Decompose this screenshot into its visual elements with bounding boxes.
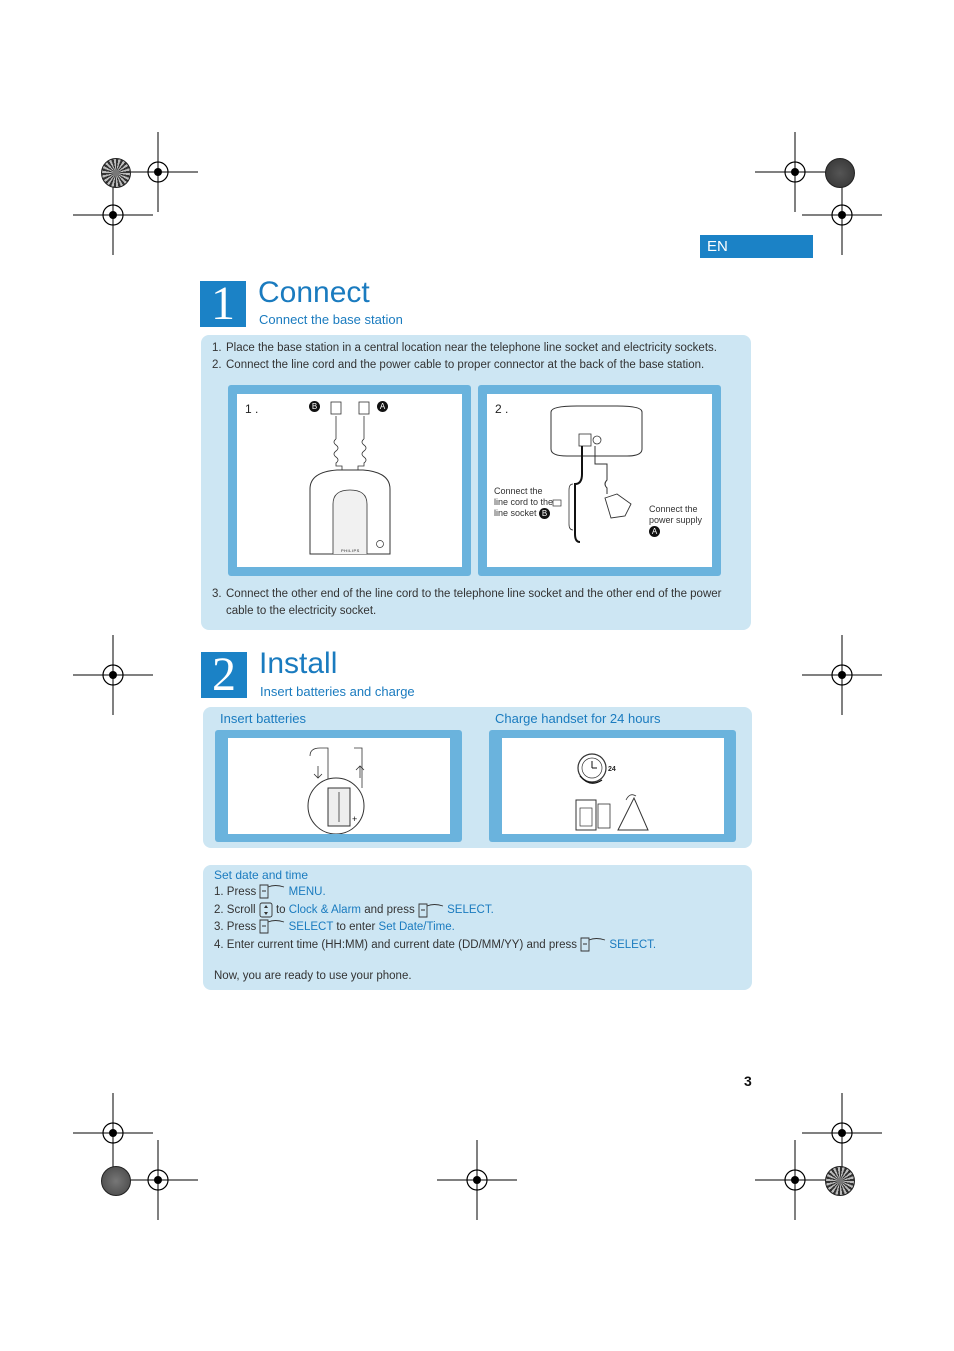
- section-2-subtitle: Insert batteries and charge: [260, 684, 415, 699]
- connect-step-1: 1. Place the base station in a central location near the telephone line socket and electricity sockets.: [212, 342, 717, 354]
- section-2-number: 2: [201, 652, 247, 698]
- setup-step-3: 3. Press SELECT to enter Set Date/Time.: [214, 921, 455, 933]
- marker-a-icon: A: [649, 526, 660, 537]
- figure-2-frame: [478, 385, 721, 576]
- language-tab: EN: [700, 235, 813, 258]
- figure-1-frame: [228, 385, 471, 576]
- callout-line-cord: Connect the line cord to the line socket B: [494, 486, 554, 519]
- marker-b-icon: B: [539, 508, 550, 519]
- charging-illustration: [502, 738, 724, 834]
- connect-step-3: 3. Connect the other end of the line cord to the telephone line socket and the other end of the power cable to the electricity socket.: [212, 588, 722, 617]
- left-softkey-icon: [418, 903, 444, 918]
- svg-text:+: +: [352, 814, 358, 824]
- section-1-subtitle: Connect the base station: [259, 312, 403, 327]
- color-target-icon: [101, 1166, 131, 1196]
- marker-b-icon: B: [309, 401, 320, 412]
- registration-mark-icon: [755, 1140, 835, 1220]
- set-date-time-title: Set date and time: [214, 868, 309, 882]
- callout-power-supply: Connect the power supply A: [649, 504, 703, 537]
- charge-hours-label: 24: [608, 766, 616, 773]
- section-1-number: 1: [200, 281, 246, 327]
- charge-handset-frame: [489, 730, 736, 842]
- color-target-icon: [825, 1166, 855, 1196]
- color-target-icon: [825, 158, 855, 188]
- brand-logo: PHILIPS: [341, 548, 360, 553]
- registration-mark-icon: [802, 635, 882, 715]
- setup-step-2: 2. Scroll to Clock & Alarm and press SELECT.: [214, 902, 494, 919]
- figure-2-label: 2 .: [495, 402, 509, 416]
- section-2-title: Install: [259, 647, 338, 680]
- left-softkey-icon: [259, 884, 285, 899]
- base-station-illustration: [237, 394, 462, 567]
- registration-mark-icon: [437, 1140, 517, 1220]
- insert-batteries-label: Insert batteries: [220, 711, 306, 726]
- scroll-key-icon: [259, 902, 273, 918]
- left-softkey-icon: [259, 919, 285, 934]
- registration-mark-icon: [73, 635, 153, 715]
- section-1-title: Connect: [258, 276, 370, 309]
- setup-step-4: 4. Enter current time (HH:MM) and current date (DD/MM/YY) and press SELECT.: [214, 939, 657, 951]
- marker-a-icon: A: [377, 401, 388, 412]
- setup-closing: Now, you are ready to use your phone.: [214, 970, 412, 982]
- figure-1-label: 1 .: [245, 402, 259, 416]
- left-softkey-icon: [580, 937, 606, 952]
- battery-illustration: [228, 738, 450, 834]
- color-target-icon: [101, 158, 131, 188]
- insert-batteries-frame: [215, 730, 462, 842]
- page-number: 3: [744, 1073, 752, 1089]
- setup-step-1: 1. Press MENU.: [214, 886, 326, 898]
- connect-step-2: 2. Connect the line cord and the power cable to proper connector at the back of the base station.: [212, 359, 705, 371]
- back-connection-illustration: [487, 394, 712, 567]
- charge-handset-label: Charge handset for 24 hours: [495, 711, 661, 726]
